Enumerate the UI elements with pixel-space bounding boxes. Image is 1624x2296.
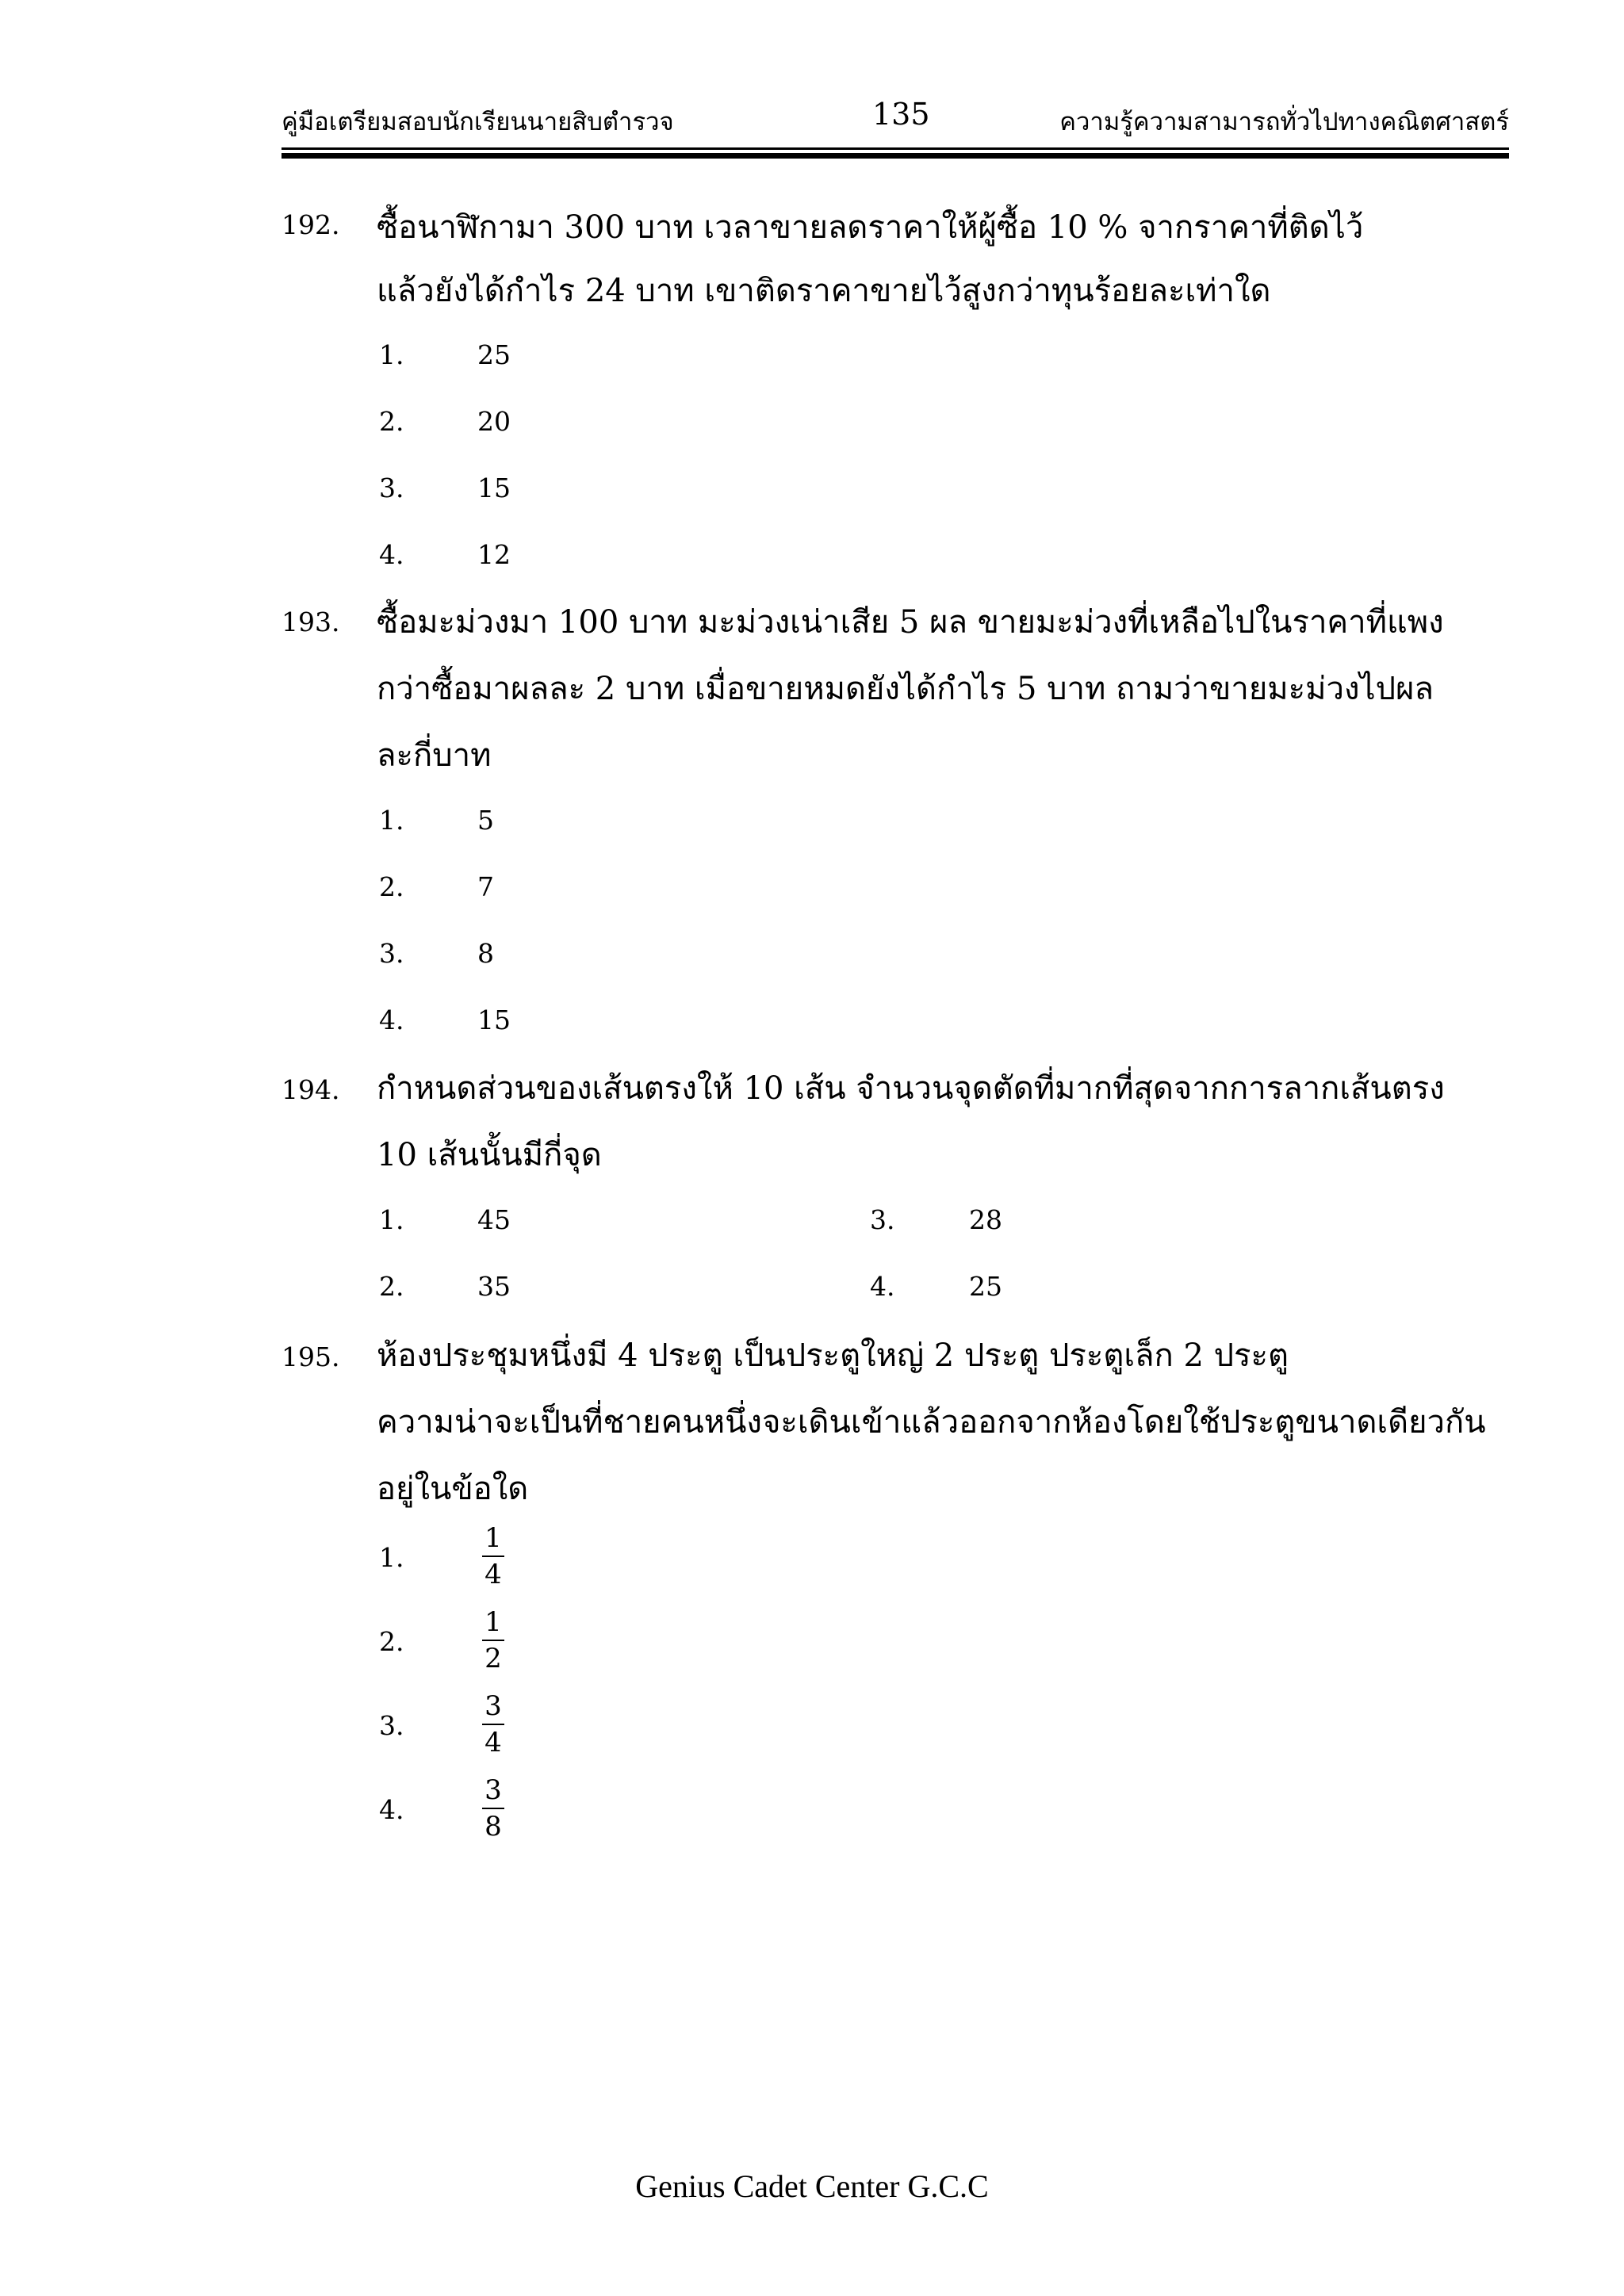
- fraction-denominator: 4: [485, 1559, 502, 1590]
- fraction-numerator: 3: [485, 1690, 502, 1722]
- page-footer: Genius Cadet Center G.C.C: [635, 2168, 989, 2204]
- fraction-denominator: 4: [485, 1727, 502, 1758]
- question-text-line: ความน่าจะเป็นที่ชายคนหนึ่งจะเดินเข้าแล้วออกจากห้องโดยใช้ประตูขนาดเดียวกัน: [377, 1404, 1486, 1441]
- option-label: 4.: [379, 1794, 404, 1825]
- question-text-line: กว่าซื้อมาผลละ 2 บาท เมื่อขายหมดยังได้กำไร 5 บาท ถามว่าขายมะม่วงไปผล: [377, 671, 1434, 707]
- option-fraction: [480, 1605, 507, 1676]
- fraction-denominator: 2: [485, 1643, 502, 1674]
- question-text-line: แล้วยังได้กำไร 24 บาท เขาติดราคาขายไว้สูงกว่าทุนร้อยละเท่าใด: [377, 273, 1271, 309]
- option-value: 15: [477, 1004, 511, 1035]
- option-label: 4.: [870, 1271, 895, 1302]
- page-header: [282, 97, 1509, 141]
- fraction-numerator: 3: [485, 1774, 502, 1806]
- option-label: 4.: [379, 539, 404, 570]
- option-label: 1.: [379, 805, 404, 836]
- option-label: 3.: [870, 1204, 895, 1235]
- option-label: 2.: [379, 406, 404, 437]
- option-value: 35: [477, 1271, 511, 1302]
- option-value: 8: [477, 938, 494, 969]
- option-value: 20: [477, 406, 511, 437]
- option-label: 2.: [379, 871, 404, 902]
- option-value: 5: [477, 805, 494, 836]
- option-value: 12: [477, 539, 511, 570]
- question-number: 192.: [282, 209, 340, 240]
- question-number: 194.: [282, 1074, 340, 1105]
- option-label: 4.: [379, 1004, 404, 1035]
- option-label: 2.: [379, 1626, 404, 1657]
- option-label: 2.: [379, 1271, 404, 1302]
- question-text-line: ซื้อมะม่วงมา 100 บาท มะม่วงเน่าเสีย 5 ผล ขายมะม่วงที่เหลือไปในราคาที่แพง: [377, 604, 1444, 641]
- header-section-title: ความรู้ความสามารถทั่วไปทางคณิตศาสตร์: [1059, 108, 1509, 136]
- fraction-numerator: 1: [485, 1522, 502, 1554]
- option-label: 1.: [379, 339, 404, 370]
- option-value: 25: [969, 1271, 1002, 1302]
- header-book-title: คู่มือเตรียมสอบนักเรียนนายสิบตำรวจ: [282, 108, 674, 136]
- question-text-line: อยู่ในข้อใด: [377, 1471, 529, 1507]
- option-label: 1.: [379, 1542, 404, 1573]
- option-label: 3.: [379, 473, 404, 503]
- question-text-line: ห้องประชุมหนึ่งมี 4 ประตู เป็นประตูใหญ่ 2 ประตู ประตูเล็ก 2 ประตู: [377, 1337, 1289, 1374]
- option-fraction: [480, 1689, 507, 1760]
- question-text-line: ละกี่บาท: [377, 737, 492, 774]
- header-rule-thin: [282, 147, 1509, 150]
- question-text-line: 10 เส้นนั้นมีกี่จุด: [377, 1137, 602, 1173]
- option-label: 3.: [379, 1710, 404, 1741]
- option-fraction: [480, 1521, 507, 1592]
- page-number: 135: [872, 97, 930, 132]
- question-number: 195.: [282, 1341, 340, 1372]
- option-fraction: [480, 1773, 507, 1844]
- option-label: 3.: [379, 938, 404, 969]
- question-text-line: ซื้อนาฬิกามา 300 บาท เวลาขายลดราคาให้ผู้ซื้อ 10 % จากราคาที่ติดไว้: [377, 209, 1364, 246]
- question-text-line: กำหนดส่วนของเส้นตรงให้ 10 เส้น จำนวนจุดตัดที่มากที่สุดจากการลากเส้นตรง: [377, 1070, 1445, 1107]
- option-value: 15: [477, 473, 511, 503]
- fraction-denominator: 8: [485, 1811, 502, 1843]
- option-value: 7: [477, 871, 494, 902]
- option-label: 1.: [379, 1204, 404, 1235]
- option-value: 25: [477, 339, 511, 370]
- header-rule-thick: [282, 153, 1509, 159]
- option-value: 28: [969, 1204, 1002, 1235]
- fraction-numerator: 1: [485, 1606, 502, 1638]
- question-number: 193.: [282, 607, 340, 637]
- option-value: 45: [477, 1204, 511, 1235]
